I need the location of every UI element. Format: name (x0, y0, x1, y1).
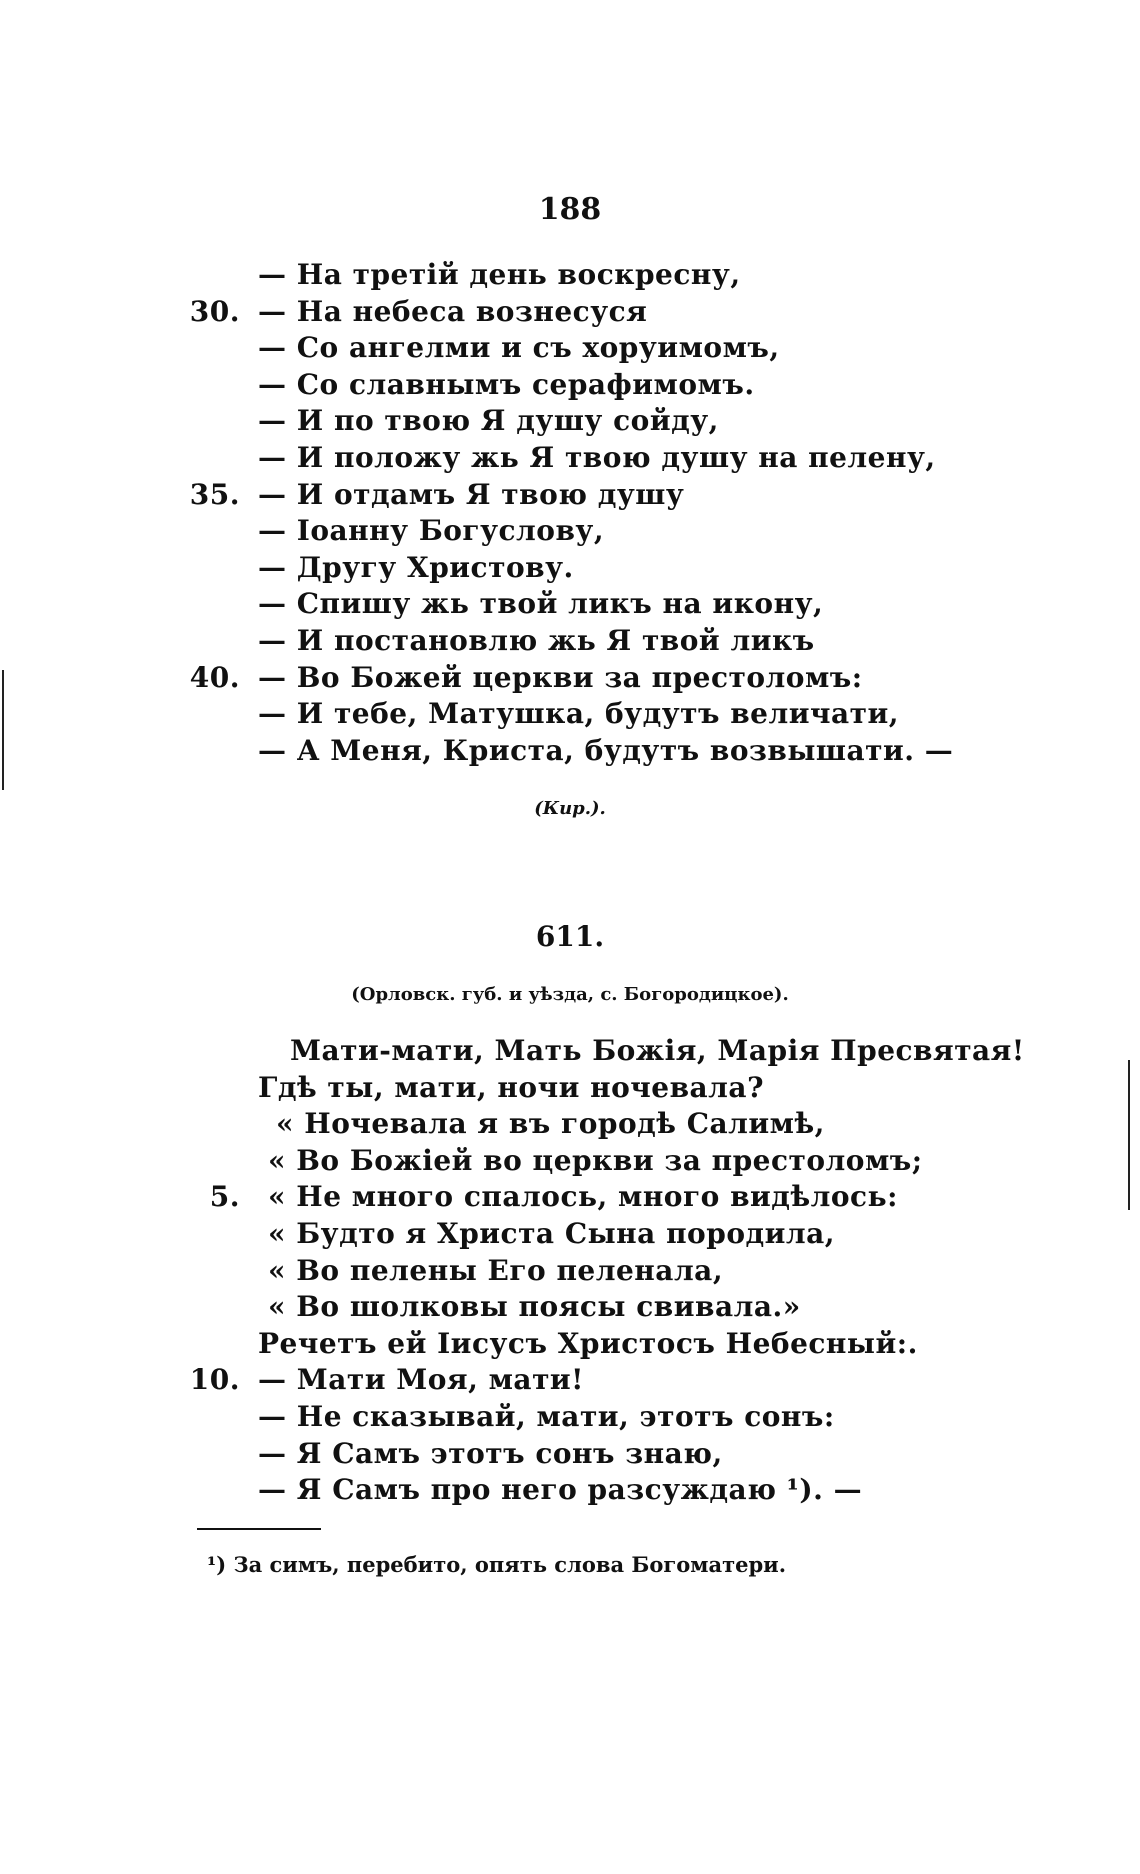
line-text: Мати-мати, Мать Божія, Марія Пресвятая! (290, 1034, 1025, 1067)
verse-line (0, 697, 1140, 733)
verse-line (0, 368, 1140, 404)
verse-line (0, 1254, 1140, 1290)
line-number: 40. (189, 660, 240, 694)
line-text: — Спишу жь твой ликъ на икону, (258, 587, 824, 621)
verse-line (0, 1437, 1140, 1473)
line-text: Речетъ ей Іисусъ Христосъ Небесный:. (258, 1326, 918, 1360)
line-text: — Мати Моя, мати! (258, 1363, 584, 1397)
verse-line (0, 1473, 1140, 1509)
line-text: — На небеса вознесуся (258, 294, 648, 328)
verse-line (0, 1071, 1140, 1107)
verse-line (0, 624, 1140, 660)
verse-line (0, 1217, 1140, 1253)
line-text: — Другу Христову. (258, 550, 574, 584)
verse-line (0, 441, 1140, 477)
verse-line (0, 587, 1140, 623)
verse-line (0, 1290, 1140, 1326)
line-text: — На третій день воскресну, (258, 258, 741, 291)
line-text: — А Меня, Криста, будутъ возвышати. — (258, 733, 954, 767)
verse-line (0, 478, 1140, 514)
source-attribution: (Кир.). (534, 798, 606, 819)
right-margin-mark (1128, 1060, 1130, 1210)
line-text: — И тебе, Матушка, будутъ величати, (258, 697, 900, 731)
line-text: — Со славнымъ серафимомъ. (258, 367, 755, 401)
verse-line (0, 1034, 1140, 1070)
verse-line (0, 1400, 1140, 1436)
line-text: — Со ангелми и съ хоруимомъ, (258, 331, 780, 365)
verse-line (0, 1180, 1140, 1216)
line-number: 30. (189, 294, 240, 328)
line-text: « Во пелены Его пеленала, (268, 1253, 724, 1287)
footnote-divider (197, 1528, 321, 1530)
verse-line (0, 551, 1140, 587)
line-text: « Будто я Христа Сына породила, (268, 1217, 836, 1250)
verse-line (0, 258, 1140, 294)
verse-line (0, 295, 1140, 331)
line-text: — Я Самъ про него разсуждаю ¹). — (258, 1473, 863, 1507)
verse-line (0, 514, 1140, 550)
line-text: — Іоанну Богуслову, (258, 514, 605, 548)
verse-line (0, 1144, 1140, 1180)
line-text: « Не много спалось, много видѣлось: (268, 1180, 898, 1214)
verse-line (0, 734, 1140, 770)
song-number: 611. (535, 920, 605, 953)
footnote: ¹) За симъ, перебито, опять слова Богоматери. (207, 1552, 787, 1577)
song-location: (Орловск. губ. и уѣзда, с. Богородицкое). (351, 984, 789, 1005)
line-text: — Во Божей церкви за престоломъ: (258, 660, 863, 694)
line-text: — И по твою Я душу сойду, (258, 404, 719, 438)
line-text: « Во Божіей во церкви за престоломъ; (268, 1143, 923, 1177)
line-text: — Не сказывай, мати, этотъ сонъ: (258, 1400, 835, 1433)
line-text: Гдѣ ты, мати, ночи ночевала? (258, 1070, 764, 1104)
line-text: — Я Самъ этотъ сонъ знаю, (258, 1436, 723, 1470)
line-text: — И отдамъ Я твою душу (258, 477, 685, 511)
line-number: 35. (189, 477, 240, 511)
verse-line (0, 1327, 1140, 1363)
left-margin-mark (2, 670, 4, 790)
verse-line (0, 661, 1140, 697)
line-number: 5. (209, 1180, 240, 1214)
line-number: 10. (189, 1363, 240, 1397)
verse-line (0, 404, 1140, 440)
verse-line (0, 1363, 1140, 1399)
page-number: 188 (538, 192, 602, 227)
line-text: « Ночевала я въ городѣ Салимѣ, (276, 1107, 825, 1141)
line-text: — И постановлю жь Я твой ликъ (258, 624, 815, 657)
verse-line (0, 331, 1140, 367)
line-text: « Во шолковы поясы свивала.» (268, 1290, 801, 1324)
verse-line (0, 1107, 1140, 1143)
line-text: — И положу жь Я твою душу на пелену, (258, 441, 936, 474)
